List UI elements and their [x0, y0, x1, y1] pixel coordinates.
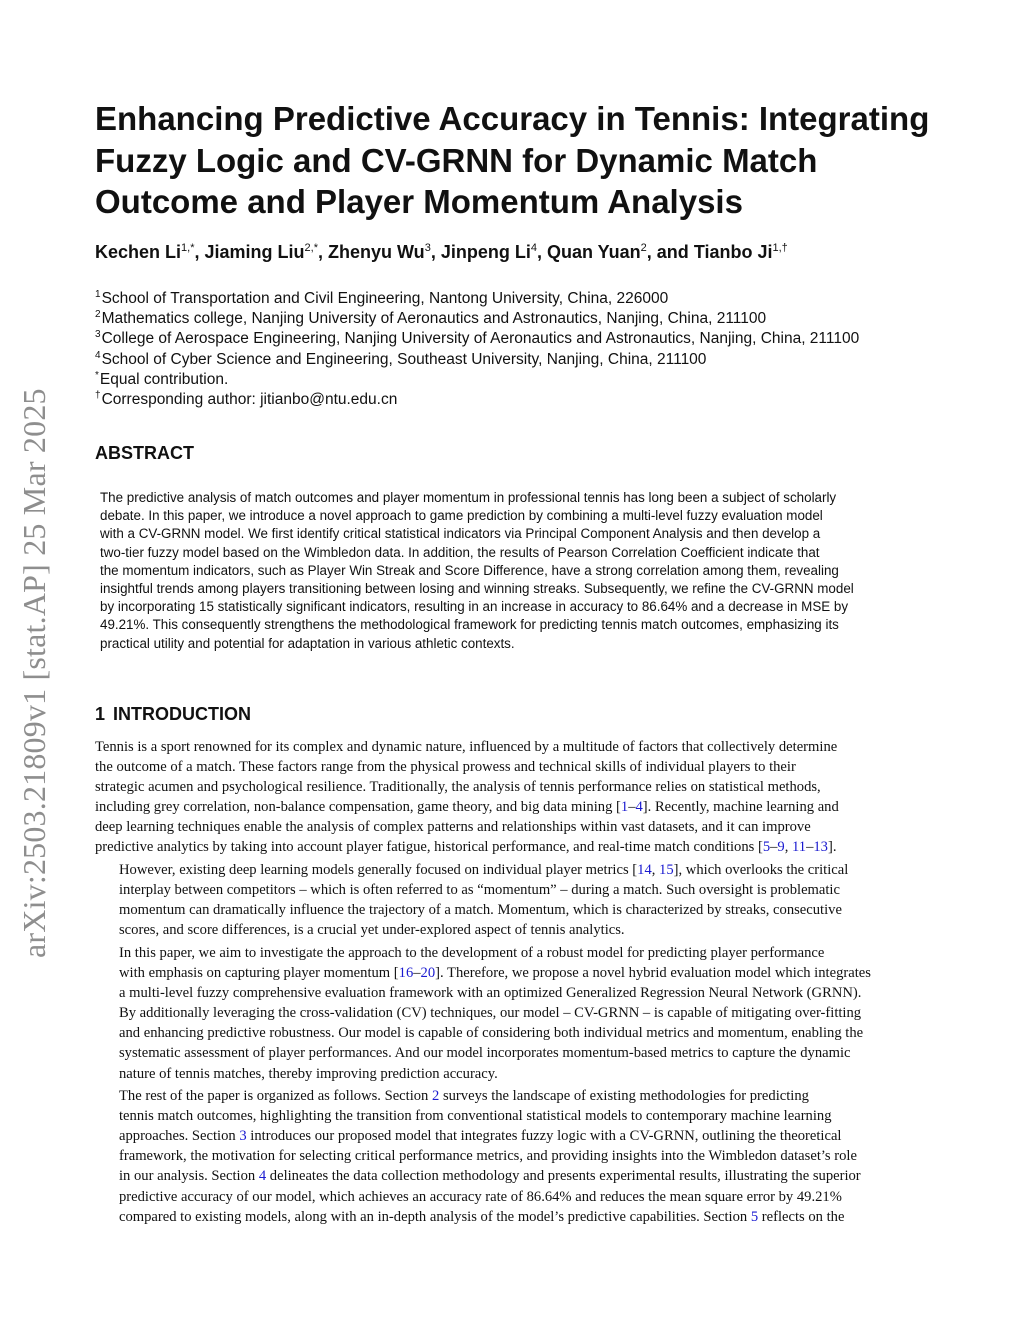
reference-link[interactable]: 15	[659, 862, 674, 879]
text-line	[95, 837, 931, 857]
section-number: 1	[95, 704, 106, 724]
abstract-line: 49.21%. This consequently strengthens the methodological framework for predicting tennis match outcomes, emphasizing its	[100, 617, 839, 633]
text-segment: ,	[784, 839, 793, 856]
author-name: Jinpeng Li	[440, 242, 531, 262]
text-line	[95, 1187, 931, 1207]
author-separator: ,	[536, 242, 547, 262]
author-list	[95, 240, 955, 264]
text-line	[95, 880, 931, 900]
title-line: Enhancing Predictive Accuracy in Tennis: Integrating	[95, 100, 930, 137]
affiliation-mark: 2	[95, 309, 101, 321]
text-segment: –	[770, 839, 778, 856]
paragraph	[95, 943, 931, 1084]
text-line	[95, 1106, 931, 1126]
abstract-line: the momentum indicators, such as Player Win Streak and Score Difference, have a strong correlation among them, revealing	[100, 562, 839, 578]
reference-link[interactable]: 20	[420, 965, 436, 982]
text-segment: interplay between competitors – which is often referred to as “momentum” – during a match. Such oversight is problematic	[119, 882, 840, 899]
text-segment: –	[628, 799, 636, 816]
text-segment: predictive analytics by taking into account player fatigue, historical performance, and real-time match conditions [	[95, 839, 763, 856]
text-segment: momentum can dramatically influence the trajectory of a match. Momentum, which is characterized by streaks, consecutive	[119, 902, 842, 919]
text-line	[95, 860, 931, 880]
text-segment: –	[413, 965, 421, 982]
text-segment: ]. Therefore, we propose a novel hybrid evaluation model which integrates	[435, 965, 871, 982]
text-segment: ].	[827, 839, 837, 856]
paragraph	[95, 737, 931, 858]
text-line	[95, 1003, 931, 1023]
affiliation-list	[95, 289, 955, 410]
text-segment: tennis match outcomes, highlighting the transition from conventional statistical models to contemporary machine learning	[119, 1108, 832, 1125]
reference-link[interactable]: 13	[813, 839, 828, 856]
author-affiliation-mark: 2	[640, 242, 647, 254]
text-line	[95, 1043, 931, 1063]
abstract-line: two-tier fuzzy model based on the Wimbledon data. In addition, the results of Pearson Correlation Coefficient indicate that	[100, 544, 820, 560]
affiliation-mark: 3	[95, 329, 101, 341]
text-segment: delineates the data collection methodology and presents experimental results, illustrating the superior	[266, 1168, 861, 1185]
text-line	[95, 963, 931, 983]
text-line	[95, 920, 931, 940]
text-segment: strategic acumen and psychological resilience. Traditionally, the analysis of tennis performance relies on statistical methods,	[95, 779, 821, 796]
text-segment: systematic assessment of player performances. And our model incorporates momentum-based metrics to capture the dynamic	[119, 1045, 851, 1062]
text-line	[95, 1207, 931, 1227]
text-segment: In this paper, we aim to investigate the approach to the development of a robust model for predicting player performance	[119, 944, 825, 961]
reference-link[interactable]: 16	[398, 965, 414, 982]
text-segment: including grey correlation, non-balance compensation, game theory, and big data mining [	[95, 799, 621, 816]
text-segment: compared to existing models, along with an in-depth analysis of the model’s predictive capabilities. Section	[119, 1208, 751, 1225]
text-segment: ]. Recently, machine learning and	[642, 799, 839, 816]
text-line	[95, 1126, 931, 1146]
text-segment: reflects on the	[758, 1208, 845, 1225]
author-name: Zhenyu Wu	[328, 242, 425, 262]
affiliation-mark: 1	[95, 289, 101, 300]
affiliation-text: Equal contribution.	[99, 370, 229, 388]
text-line	[95, 1086, 931, 1106]
text-line	[95, 1166, 931, 1186]
author-affiliation-mark: 4	[530, 242, 537, 254]
author-separator: ,	[318, 242, 329, 262]
abstract-line: by incorporating 15 statistically significant indicators, resulting in an increase in accuracy to 86.64% and a decrease in MSE by	[100, 599, 849, 615]
affiliation-mark: †	[95, 390, 101, 402]
reference-link[interactable]: 1	[620, 799, 629, 816]
text-line	[95, 817, 931, 837]
text-segment: the outcome of a match. These factors range from the physical prowess and technical skills of individual players to their	[95, 759, 796, 776]
reference-link[interactable]: 2	[432, 1088, 440, 1105]
text-segment: ,	[651, 862, 660, 879]
text-segment: approaches. Section	[119, 1128, 240, 1145]
affiliation	[95, 350, 955, 370]
paragraph	[95, 860, 931, 940]
author-affiliation-mark: 1,†	[772, 242, 788, 254]
text-segment: introduces our proposed model that integrates fuzzy logic with a CV-GRNN, outlining the theoretical	[246, 1128, 842, 1145]
text-segment: –	[806, 839, 814, 856]
text-line	[95, 900, 931, 920]
abstract-line: practical utility and potential for adaptation in various athletic contexts.	[100, 635, 515, 651]
abstract-line: debate. In this paper, we introduce a novel approach to game prediction by combining a multi-level fuzzy evaluation model	[100, 508, 823, 524]
text-line	[95, 1146, 931, 1166]
text-segment: framework, the motivation for selecting critical performance metrics, and providing insights into the Wimbledon dataset’s role	[119, 1148, 857, 1165]
text-segment: Tennis is a sport renowned for its complex and dynamic nature, influenced by a multitude of factors that collectively determine	[95, 739, 838, 755]
text-segment: ], which overlooks the critical	[673, 862, 849, 879]
text-line	[95, 1064, 931, 1084]
author-name: Quan Yuan	[546, 242, 641, 262]
affiliation-text: School of Transportation and Civil Engineering, Nantong University, China, 226000	[101, 290, 669, 307]
reference-link[interactable]: 4	[258, 1168, 267, 1185]
author-affiliation-mark: 3	[424, 242, 431, 254]
text-segment: predictive accuracy of our model, which achieves an accuracy rate of 86.64% and reduces the mean square error by 49.21%	[119, 1188, 842, 1205]
author-name: Jiaming Liu	[204, 242, 305, 262]
text-segment: By additionally leveraging the cross-validation (CV) techniques, our model – CV-GRNN – is capable of mitigating over-fitting	[119, 1005, 862, 1022]
text-line	[95, 797, 931, 817]
affiliation-mark: *	[95, 369, 99, 381]
text-segment: scores, and score differences, is a crucial yet under-explored aspect of tennis analytics.	[119, 922, 625, 939]
abstract-line: The predictive analysis of match outcomes and player momentum in professional tennis has long been a subject of scholarly	[100, 490, 837, 505]
author-affiliation-mark: 2,*	[304, 242, 318, 254]
text-line	[95, 943, 931, 963]
author-separator: , and	[646, 242, 694, 262]
reference-link[interactable]: 9	[777, 839, 785, 856]
reference-link[interactable]: 5	[762, 839, 771, 856]
reference-link[interactable]: 14	[637, 862, 652, 879]
text-segment: and enhancing predictive robustness. Our model is capable of considering both individual metrics and momentum, enabling the	[119, 1025, 864, 1042]
text-line	[95, 777, 931, 797]
text-segment: surveys the landscape of existing methodologies for predicting	[439, 1088, 809, 1105]
text-segment: deep learning techniques enable the analysis of complex patterns and relationships within vast datasets, and it can improve	[95, 819, 811, 836]
author-name: Kechen Li	[95, 242, 182, 262]
affiliation-text: College of Aerospace Engineering, Nanjing University of Aeronautics and Astronautics, Nanjing, China, 211100	[101, 330, 860, 348]
author-separator: ,	[430, 242, 441, 262]
section-title: INTRODUCTION	[113, 704, 252, 724]
text-segment: nature of tennis matches, thereby improving prediction accuracy.	[119, 1065, 498, 1082]
text-segment: The rest of the paper is organized as follows. Section	[119, 1088, 433, 1105]
reference-link[interactable]: 4	[635, 799, 643, 816]
text-segment: in our analysis. Section	[119, 1168, 259, 1185]
introduction-body	[95, 737, 931, 1229]
reference-link[interactable]: 11	[792, 839, 807, 856]
abstract-heading: ABSTRACT	[95, 443, 194, 463]
paragraph	[95, 1086, 931, 1227]
abstract-body	[100, 489, 926, 653]
affiliation	[95, 329, 955, 349]
author-affiliation-mark: 1,*	[181, 242, 195, 254]
corresponding-author-note	[95, 390, 955, 410]
arxiv-identifier: arXiv:2503.21809v1 [stat.AP] 25 Mar 2025	[16, 388, 52, 958]
affiliation-text: Corresponding author: jitianbo@ntu.edu.cn	[101, 391, 398, 409]
text-segment: However, existing deep learning models generally focused on individual player metrics [	[119, 862, 638, 879]
text-segment: a multi-level fuzzy comprehensive evaluation framework with an optimized Generalized Regression Neural Network (GRNN).	[119, 985, 862, 1002]
title-line: Fuzzy Logic and CV-GRNN for Dynamic Match	[95, 141, 818, 179]
text-line	[95, 737, 931, 757]
equal-contribution-note	[95, 370, 955, 390]
reference-link[interactable]: 3	[239, 1128, 247, 1145]
abstract-line: insightful trends among players transitioning between losing and winning streaks. Subsequently, we refine the CV-GRNN model	[100, 581, 854, 597]
author-name: Tianbo Ji	[693, 242, 773, 262]
reference-link[interactable]: 5	[750, 1208, 759, 1225]
title-line: Outcome and Player Momentum Analysis	[95, 183, 743, 220]
text-segment: with emphasis on capturing player momentum [	[119, 965, 399, 982]
affiliation-text: Mathematics college, Nanjing University of Aeronautics and Astronautics, Nanjing, China, 211100	[101, 310, 767, 328]
affiliation	[95, 309, 955, 329]
affiliation	[95, 289, 955, 309]
affiliation-text: School of Cyber Science and Engineering, Southeast University, Nanjing, China, 211100	[101, 350, 707, 368]
affiliation-mark: 4	[95, 349, 101, 361]
text-line	[95, 1023, 931, 1043]
section-heading-introduction	[95, 703, 251, 725]
abstract-line: with a CV-GRNN model. We first identify critical statistical indicators via Principal Component Analysis and then develop a	[100, 526, 821, 542]
author-separator: ,	[194, 242, 205, 262]
text-line	[95, 757, 931, 777]
paper-title	[95, 98, 955, 223]
text-line	[95, 983, 931, 1003]
